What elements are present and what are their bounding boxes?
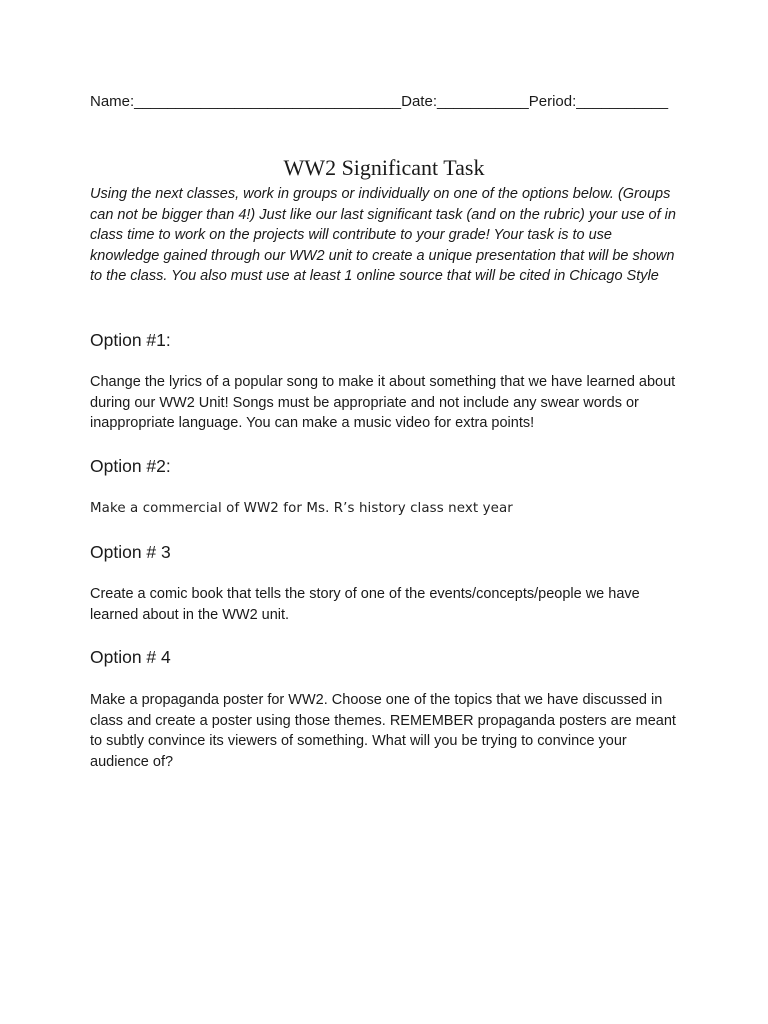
name-date-period-line: Name:________________________________Date:___________Period:___________ xyxy=(90,93,669,110)
option-4-heading: Option # 4 xyxy=(90,647,171,667)
page-title: WW2 Significant Task xyxy=(283,155,485,180)
option-4-body: Make a propaganda poster for WW2. Choose one of the topics that we have discussed in class and create a poster using those themes. REMEMBER propaganda posters are meant to subtly convince its viewers of something. What will you be trying to convince your audience of? xyxy=(90,692,676,770)
option-3-heading: Option # 3 xyxy=(90,542,171,562)
option-1-body: Change the lyrics of a popular song to make it about something that we have learned about during our WW2 Unit! Songs must be appropriate and not include any swear words or inappropriate language. You can make a music video for extra points! xyxy=(90,374,676,432)
intro-paragraph: Using the next classes, work in groups or individually on one of the options below. (Groups can not be bigger than 4!) Just like our last significant task (and on the rubric) your use of in class time to work on the projects will contribute to your grade! Your task is to use knowledge gained through our WW2 unit to create a unique presentation that will be shown to the class. You also must use at least 1 online source that will be cited in Chicago Style xyxy=(90,186,676,285)
option-3-body: Create a comic book that tells the story of one of the events/concepts/people we have learned about in the WW2 unit. xyxy=(90,586,640,623)
option-2-heading: Option #2: xyxy=(90,456,171,476)
option-1-heading: Option #1: xyxy=(90,330,171,350)
option-2-body: Make a commercial of WW2 for Ms. R’s history class next year xyxy=(90,501,513,516)
